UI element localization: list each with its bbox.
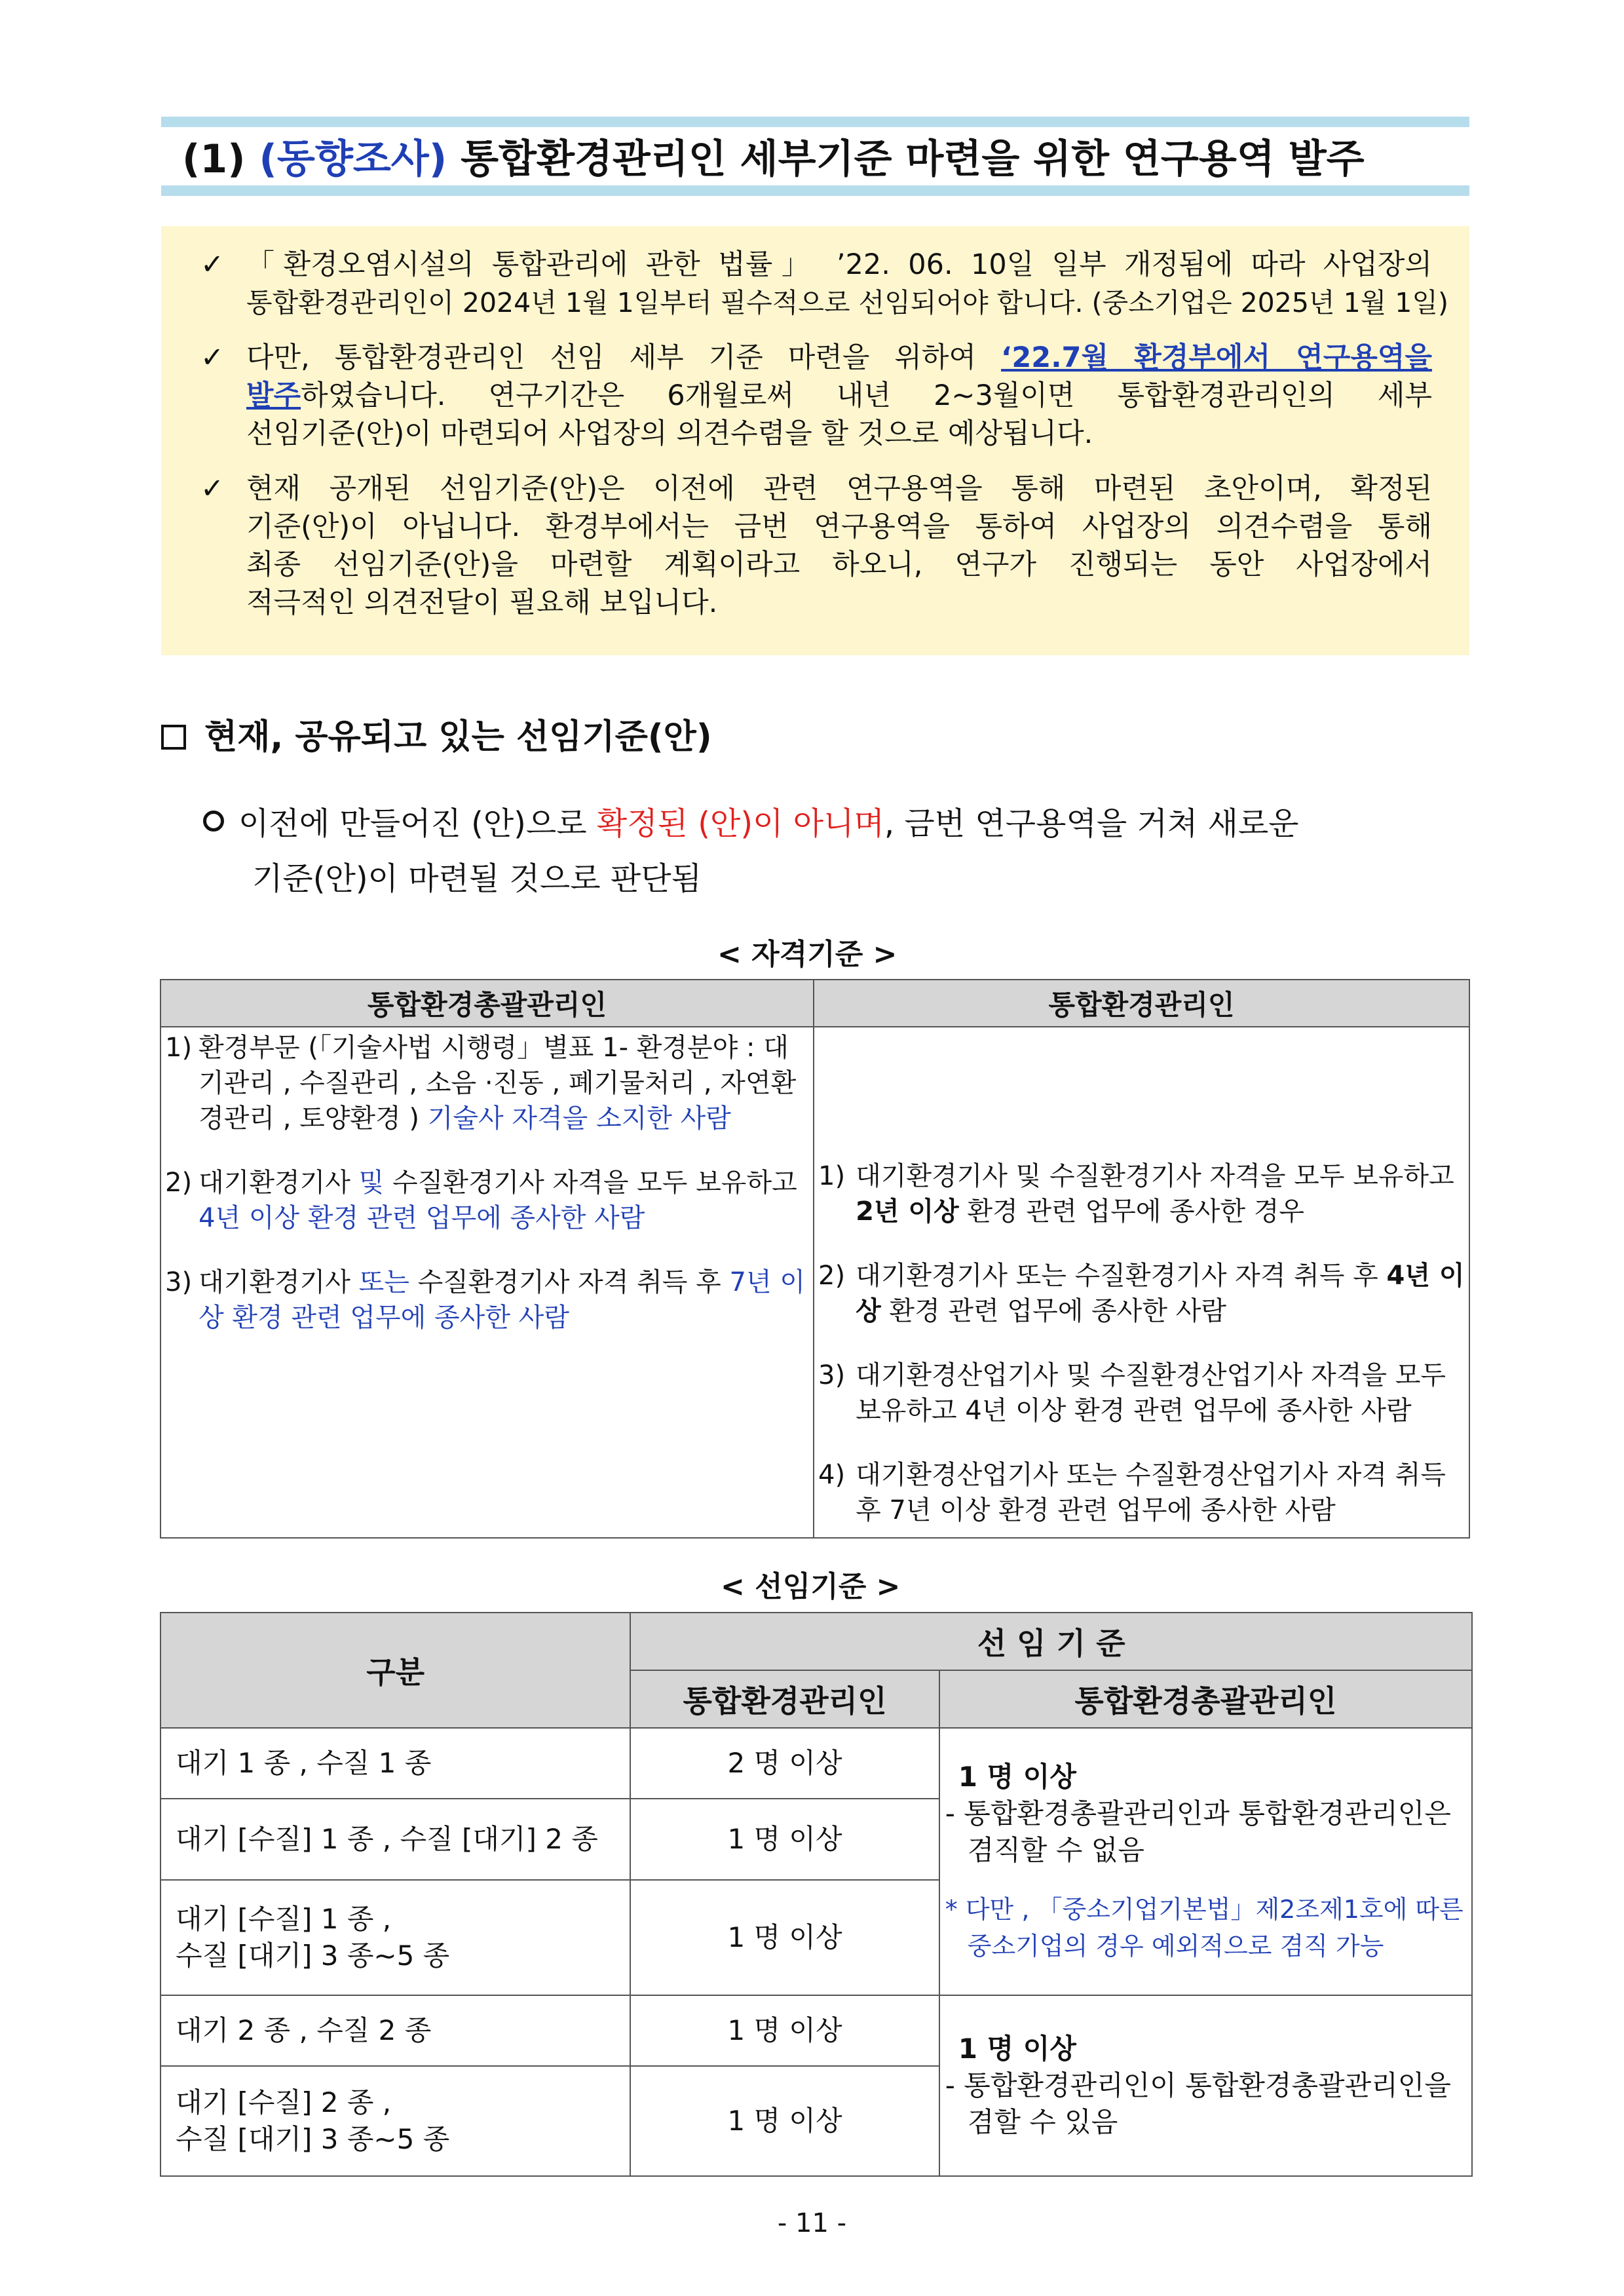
info-text: 하였습니다. 연구기간은 6개월로써 내년 2~3월이면 통합환경관리인의 세부 [301, 379, 1432, 412]
check-icon: ✓ [200, 341, 225, 374]
category-cell: 대기 1 종 , 수질 1 종 [161, 1728, 630, 1799]
table1-caption: < 자격기준 > [717, 938, 897, 971]
criteria-item: 4) 대기환경산업기사 또는 수질환경산업기사 자격 취득 후 7년 이상 환경 관련 업무에 종사한 사람 [818, 1460, 1446, 1525]
bullet-text: 기준(안)이 마련될 것으로 판단됨 [252, 860, 702, 897]
category-cell: 대기 [수질] 1 종 , 수질 [대기] 2 종 [161, 1799, 630, 1880]
table-header: 통합환경관리인 [814, 980, 1469, 1027]
highlight-text: ‘22.7월 환경부에서 연구용역을 [1001, 341, 1432, 374]
table-header: 통합환경관리인 [630, 1670, 939, 1728]
bullet-paragraph [203, 796, 1471, 906]
criteria-item: 1) 대기환경기사 및 수질환경기사 자격을 모두 보유하고 2년 이상 환경 관련 업무에 종사한 경우 [818, 1161, 1454, 1227]
bullet-red-text: 확정된 (안)이 아니며 [596, 805, 884, 842]
note-title: 1 명 이상 [958, 2033, 1076, 2065]
info-text: 적극적인 의견전달이 필요해 보입니다. [246, 586, 718, 619]
info-text: 선임기준(안)이 마련되어 사업장의 의견수렴을 할 것으로 예상됩니다. [246, 417, 1093, 450]
page-title [182, 128, 1365, 184]
note-cell [939, 1995, 1472, 2176]
circle-bullet-icon [203, 811, 224, 832]
value-cell: 1 명 이상 [630, 1799, 939, 1880]
table-header-group: 선 임 기 준 [630, 1613, 1472, 1670]
category-cell: 대기 [수질] 1 종 , 수질 [대기] 3 종~5 종 [161, 1880, 630, 1995]
note-title: 1 명 이상 [958, 1761, 1076, 1793]
right-criteria-cell [814, 1027, 1469, 1538]
value-cell: 2 명 이상 [630, 1728, 939, 1799]
appointment-table [160, 1612, 1473, 2177]
table-header: 통합환경총괄관리인 [161, 980, 814, 1027]
value-cell: 1 명 이상 [630, 1995, 939, 2066]
info-text: 통합환경관리인이 2024년 1월 1일부터 필수적으로 선임되어야 합니다. (중소기업은 2025년 1월 1일) [246, 287, 1448, 318]
bullet-text: 이전에 만들어진 (안)으로 [238, 805, 597, 842]
table2-caption: < 선임기준 > [721, 1570, 901, 1603]
note-text: - 통합환경관리인이 통합환경총괄관리인을 겸할 수 있음 [945, 2069, 1451, 2138]
page-number: - 11 - [777, 2208, 847, 2238]
title-tag: (동향조사) [259, 136, 447, 182]
section-heading [161, 709, 712, 758]
square-bullet-icon [161, 725, 186, 750]
info-text: 다만, 통합환경관리인 선임 세부 기준 마련을 위하여 [246, 341, 1002, 374]
note-star: * 다만 , 「중소기업기본법」제2조제1호에 따른 중소기업의 경우 예외적으로 겸직 가능 [945, 1895, 1463, 1961]
note-text: - 통합환경총괄관리인과 통합환경관리인은 겸직할 수 없음 [945, 1797, 1451, 1866]
table-header-category: 구분 [161, 1613, 630, 1728]
category-cell: 대기 2 종 , 수질 2 종 [161, 1995, 630, 2066]
left-criteria-cell [161, 1027, 814, 1538]
criteria-item: 3) 대기환경산업기사 및 수질환경산업기사 자격을 모두 보유하고 4년 이상 환경 관련 업무에 종사한 사람 [818, 1360, 1446, 1426]
info-box [161, 226, 1469, 655]
info-text: 최종 선임기준(안)을 마련할 계획이라고 하오니, 연구가 진행되는 동안 사업장에서 [246, 548, 1432, 581]
bullet-text: , 금번 연구용역을 거쳐 새로운 [884, 805, 1299, 842]
table-header: 통합환경총괄관리인 [939, 1670, 1472, 1728]
check-icon: ✓ [200, 472, 225, 505]
value-cell: 1 명 이상 [630, 1880, 939, 1995]
check-icon: ✓ [200, 248, 225, 281]
qualification-table [160, 979, 1470, 1539]
note-cell [939, 1728, 1472, 1995]
criteria-item: 3) 대기환경기사 또는 수질환경기사 자격 취득 후 7년 이상 환경 관련 업무에 종사한 사람 [165, 1267, 805, 1333]
title-text: 통합환경관리인 세부기준 마련을 위한 연구용역 발주 [461, 136, 1365, 182]
title-bar-top [161, 117, 1469, 127]
highlight-text: 발주 [246, 379, 301, 412]
title-number: (1) [182, 136, 246, 182]
info-text: 「환경오염시설의 통합관리에 관한 법률」 ’22. 06. 10일 일부 개정됨에 따라 사업장의 [246, 248, 1432, 281]
criteria-item: 2) 대기환경기사 또는 수질환경기사 자격 취득 후 4년 이상 환경 관련 업무에 종사한 사람 [818, 1261, 1465, 1326]
title-bar-bottom [161, 185, 1469, 196]
section-heading-text: 현재, 공유되고 있는 선임기준(안) [204, 718, 712, 757]
category-cell: 대기 [수질] 2 종 , 수질 [대기] 3 종~5 종 [161, 2066, 630, 2176]
criteria-item: 1) 환경부문 (「기술사법 시행령」별표 1- 환경분야 : 대기관리 , 수질관리 , 소음 ·진동 , 폐기물처리 , 자연환경관리 , 토양환경 ) 기술사 자격을 소지한 사람 [165, 1033, 797, 1134]
criteria-item: 2) 대기환경기사 및 수질환경기사 자격을 모두 보유하고 4년 이상 환경 관련 업무에 종사한 사람 [165, 1168, 797, 1233]
info-text: 기준(안)이 아닙니다. 환경부에서는 금번 연구용역을 통하여 사업장의 의견수렴을 통해 [246, 510, 1432, 543]
info-text: 현재 공개된 선임기준(안)은 이전에 관련 연구용역을 통해 마련된 초안이며, 확정된 [246, 472, 1432, 505]
value-cell: 1 명 이상 [630, 2066, 939, 2176]
